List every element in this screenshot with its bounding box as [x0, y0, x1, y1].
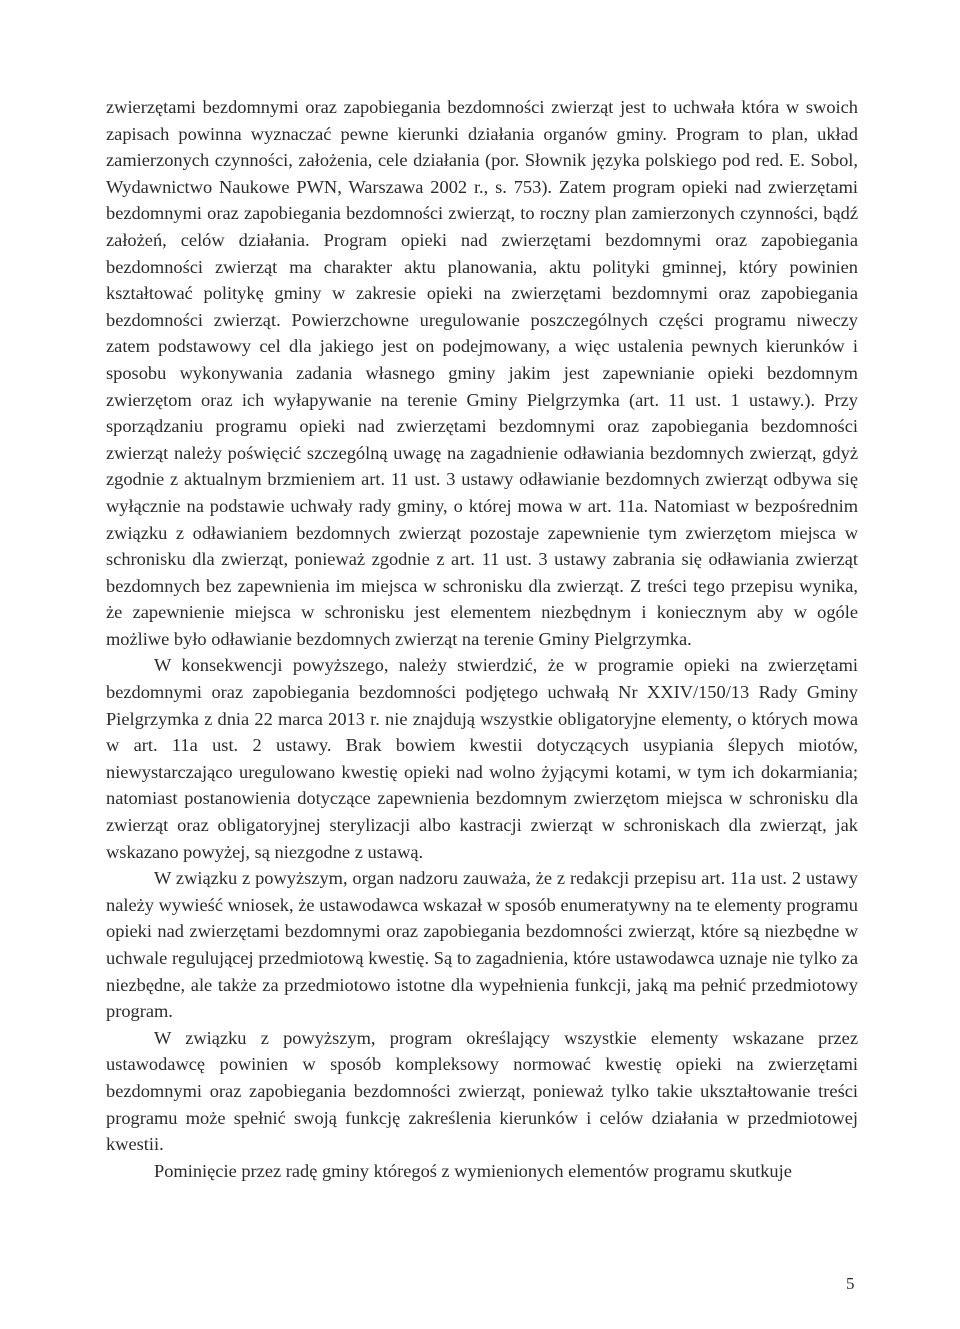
- paragraph-1: zwierzętami bezdomnymi oraz zapobiegania bezdomności zwierząt jest to uchwała która w swoich zapisach powinna wyznaczać pewne kierunki działania organów gminy. Program to plan, układ zamierzonych czynności, założenia, cele działania (por. Słownik języka polskiego pod red. E. Sobol, Wydawnictwo Naukowe PWN, Warszawa 2002 r., s. 753). Zatem program opieki nad zwierzętami bezdomnymi oraz zapobiegania bezdomności zwierząt, to roczny plan zamierzonych czynności, bądź założeń, celów działania. Program opieki nad zwierzętami bezdomnymi oraz zapobiegania bezdomności zwierząt ma charakter aktu planowania, aktu polityki gminnej, który powinien kształtować politykę gminy w zakresie opieki na zwierzętami bezdomnymi oraz zapobiegania bezdomności zwierząt. Powierzchowne uregulowanie poszczególnych części programu niweczy zatem podstawowy cel dla jakiego jest on podejmowany, a więc ustalenia pewnych kierunków i sposobu wykonywania zadania własnego gminy jakim jest zapewnianie opieki bezdomnym zwierzętom oraz ich wyłapywanie na terenie Gminy Pielgrzymka (art. 11 ust. 1 ustawy.). Przy sporządzaniu programu opieki nad zwierzętami bezdomnymi oraz zapobiegania bezdomności zwierząt należy poświęcić szczególną uwagę na zagadnienie odławiania bezdomnych zwierząt, gdyż zgodnie z aktualnym brzmieniem art. 11 ust. 3 ustawy odławianie bezdomnych zwierząt odbywa się wyłącznie na podstawie uchwały rady gminy, o której mowa w art. 11a. Natomiast w bezpośrednim związku z odławianiem bezdomnych zwierząt pozostaje zapewnienie tym zwierzętom miejsca w schronisku dla zwierząt, ponieważ zgodnie z art. 11 ust. 3 ustawy zabrania się odławiania zwierząt bezdomnych bez zapewnienia im miejsca w schronisku dla zwierząt. Z treści tego przepisu wynika, że zapewnienie miejsca w schronisku jest elementem niezbędnym i koniecznym aby w ogóle możliwe było odławianie bezdomnych zwierząt na terenie Gminy Pielgrzymka.: [106, 97, 858, 649]
- paragraph-3: W związku z powyższym, organ nadzoru zauważa, że z redakcji przepisu art. 11a ust. 2 ustawy należy wywieść wniosek, że ustawodawca wskazał w sposób enumeratywny na te elementy programu opieki nad zwierzętami bezdomnymi oraz zapobiegania bezdomności zwierząt, które są niezbędne w uchwale regulującej przedmiotową kwestię. Są to zagadnienia, które ustawodawca uznaje nie tylko za niezbędne, ale także za przedmiotowo istotne dla wypełnienia funkcji, jaką ma pełnić przedmiotowy program.: [106, 868, 858, 1022]
- page-number: 5: [846, 1274, 855, 1293]
- paragraph-4: W związku z powyższym, program określający wszystkie elementy wskazane przez ustawodawcę powinien w sposób kompleksowy normować kwestię opieki na zwierzętami bezdomnymi oraz zapobiegania bezdomności zwierząt, ponieważ tylko takie ukształtowanie treści programu może spełnić swoją funkcję zakreślenia kierunków i celów działania w przedmiotowej kwestii.: [106, 1027, 858, 1155]
- paragraph-2: W konsekwencji powyższego, należy stwierdzić, że w programie opieki na zwierzętami bezdomnymi oraz zapobiegania bezdomności podjętego uchwałą Nr XXIV/150/13 Rady Gminy Pielgrzymka z dnia 22 marca 2013 r. nie znajdują wszystkie obligatoryjne elementy, o których mowa w art. 11a ust. 2 ustawy. Brak bowiem kwestii dotyczących usypiania ślepych miotów, niewystarczająco uregulowano kwestię opieki nad wolno żyjącymi kotami, w tym ich dokarmiania; natomiast postanowienia dotyczące zapewnienia bezdomnym zwierzętom miejsca w schronisku dla zwierząt oraz obligatoryjnej sterylizacji albo kastracji zwierząt w schroniskach dla zwierząt, jak wskazano powyżej, są niezgodne z ustawą.: [106, 655, 858, 862]
- paragraph-5: Pominięcie przez radę gminy któregoś z wymienionych elementów programu skutkuje: [154, 1160, 792, 1181]
- document-body: [106, 94, 858, 1184]
